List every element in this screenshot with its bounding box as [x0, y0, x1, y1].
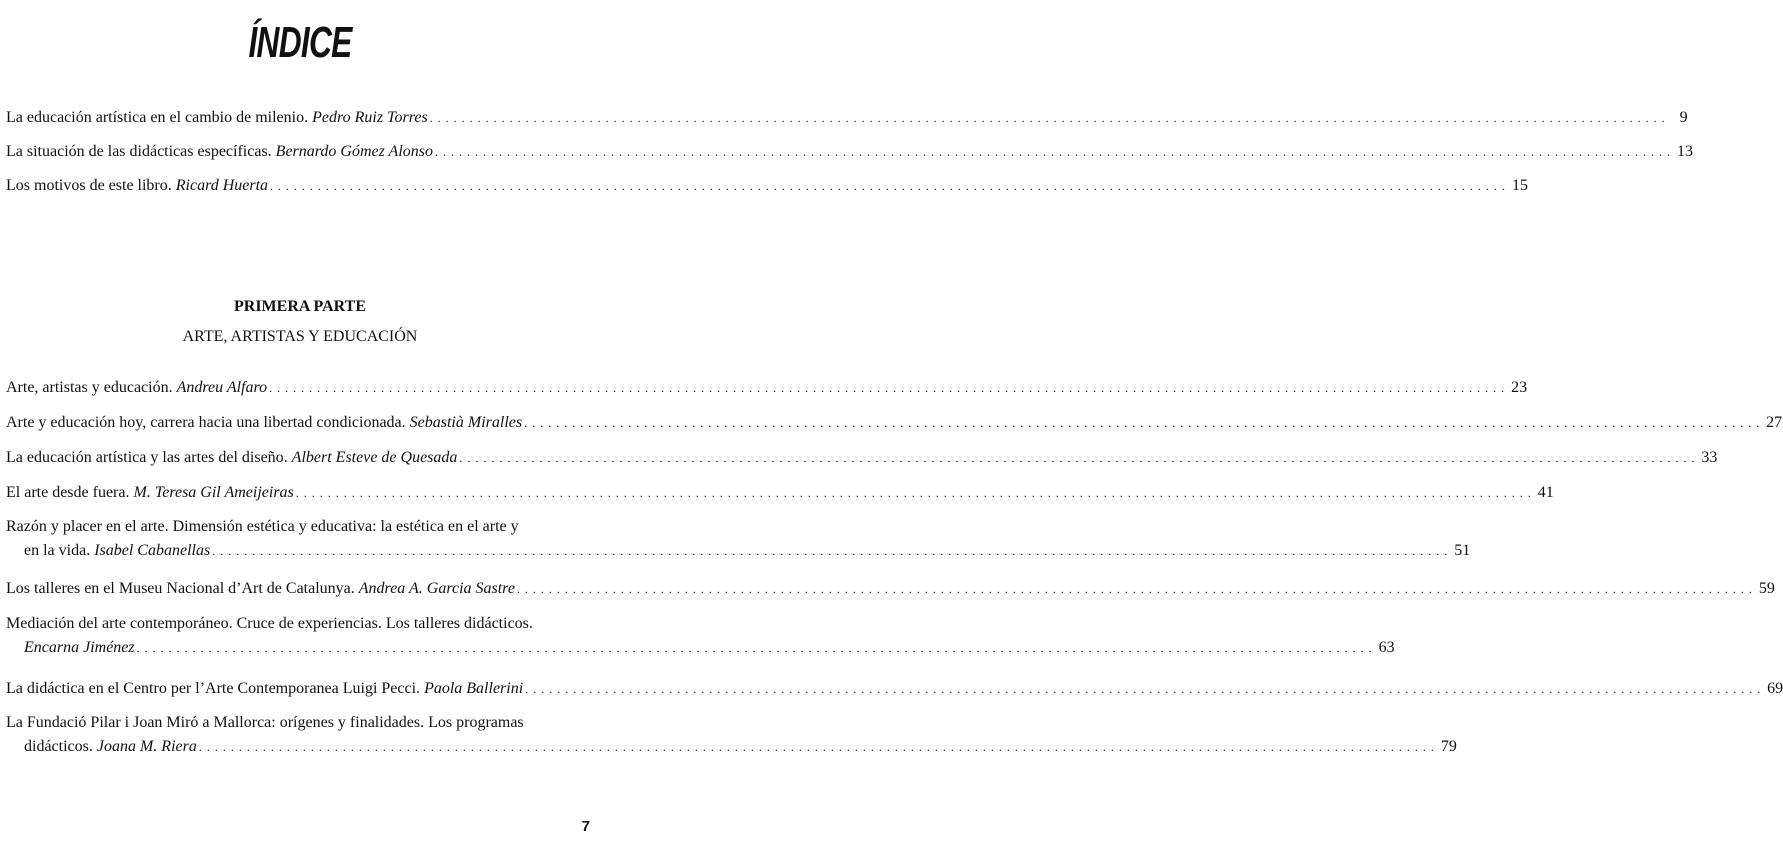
- dot-leader: [524, 413, 1760, 433]
- toc-entry[interactable]: [6, 142, 1693, 162]
- entry-page: 79: [1440, 738, 1457, 755]
- toc-entry[interactable]: [6, 579, 1775, 599]
- entry-page: 13: [1677, 143, 1693, 160]
- dot-leader: [459, 448, 1695, 468]
- toc-entry[interactable]: [6, 517, 1471, 561]
- entry-title: La didáctica en el Centro per l’Arte Contemporanea Luigi Pecci.: [6, 680, 421, 697]
- part-title: ARTE, ARTISTAS Y EDUCACIÓN: [182, 328, 418, 345]
- entry-title: Arte, artistas y educación.: [6, 379, 173, 396]
- entry-author: Paola Ballerini: [424, 680, 524, 697]
- toc-entry[interactable]: [6, 413, 1783, 433]
- entry-title: Los talleres en el Museu Nacional d’Art de Catalunya.: [6, 580, 355, 597]
- dot-leader: [199, 737, 1435, 757]
- entry-author: Pedro Ruiz Torres: [312, 109, 428, 126]
- dot-leader: [435, 142, 1671, 162]
- toc-entry[interactable]: [6, 679, 1783, 699]
- entry-title: Los motivos de este libro.: [6, 177, 172, 194]
- entry-author: Encarna Jiménez: [24, 639, 135, 656]
- entry-author: Isabel Cabanellas: [94, 542, 211, 559]
- entry-title: Arte y educación hoy, carrera hacia una libertad condicionada.: [6, 414, 406, 431]
- entry-title: El arte desde fuera.: [6, 484, 130, 501]
- dot-leader: [269, 378, 1505, 398]
- entry-author: Andrea A. Garcia Sastre: [358, 580, 515, 597]
- entry-title: La educación artística en el cambio de milenio.: [6, 109, 309, 126]
- entry-page: 59: [1758, 580, 1775, 597]
- entry-author: M. Teresa Gil Ameijeiras: [133, 484, 294, 501]
- entry-page: 23: [1511, 379, 1528, 396]
- entry-page: 27: [1766, 414, 1783, 431]
- entry-page: 51: [1454, 542, 1471, 559]
- entry-author: Albert Esteve de Quesada: [291, 449, 458, 466]
- toc-entry[interactable]: [6, 713, 1457, 757]
- dot-leader: [212, 541, 1448, 561]
- entry-author: Joana M. Riera: [96, 738, 197, 755]
- page-number: 7: [581, 818, 590, 835]
- toc-entry[interactable]: [6, 176, 1529, 196]
- entry-author: Andreu Alfaro: [176, 379, 268, 396]
- entry-page: 33: [1701, 449, 1718, 466]
- entry-title: La educación artística y las artes del diseño.: [6, 449, 288, 466]
- toc-entry[interactable]: [6, 448, 1718, 468]
- toc-entry[interactable]: [6, 483, 1554, 503]
- entry-title: didácticos.: [24, 738, 93, 755]
- dot-leader: [270, 176, 1506, 196]
- entry-author: Bernardo Gómez Alonso: [275, 143, 433, 160]
- entry-page: 63: [1378, 639, 1395, 656]
- page-title: ÍNDICE: [248, 18, 352, 67]
- part-heading: PRIMERA PARTE: [233, 298, 367, 315]
- dot-leader: [517, 579, 1753, 599]
- entry-title-line: Mediación del arte contemporáneo. Cruce de experiencias. Los talleres didácticos.: [6, 615, 533, 632]
- toc-entry[interactable]: [6, 108, 1688, 128]
- entry-author: Sebastià Miralles: [409, 414, 523, 431]
- dot-leader: [296, 483, 1532, 503]
- entry-title: en la vida.: [24, 542, 91, 559]
- toc-entry[interactable]: [6, 614, 1395, 658]
- toc-entry[interactable]: [6, 378, 1528, 398]
- dot-leader: [525, 679, 1761, 699]
- entry-page: 41: [1537, 484, 1554, 501]
- dot-leader: [137, 638, 1373, 658]
- entry-title: La situación de las didácticas específicas.: [6, 143, 272, 160]
- entry-title-line: Razón y placer en el arte. Dimensión estética y educativa: la estética en el arte y: [6, 518, 519, 535]
- dot-leader: [430, 108, 1666, 128]
- entry-page: 9: [1679, 109, 1688, 126]
- entry-page: 69: [1767, 680, 1783, 697]
- entry-author: Ricard Huerta: [175, 177, 269, 194]
- entry-title-line: La Fundació Pilar i Joan Miró a Mallorca: orígenes y finalidades. Los programas: [6, 714, 524, 731]
- entry-page: 15: [1512, 177, 1529, 194]
